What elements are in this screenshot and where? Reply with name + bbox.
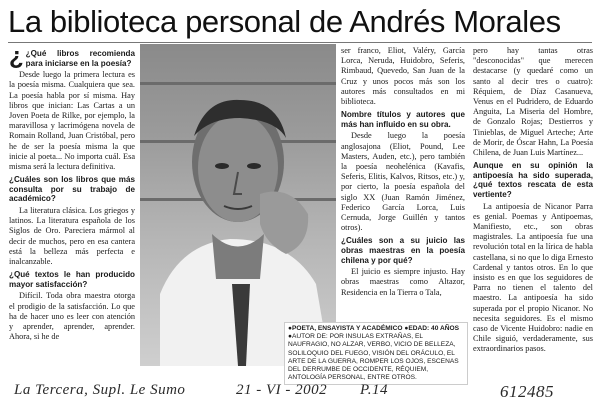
handwritten-source: La Tercera, Supl. Le Sumo — [14, 382, 186, 398]
question-4: Nombre títulos y autores que más han influido en su obra. — [341, 110, 465, 129]
answer-4: Desde luego la poesía anglosajona (Eliot, Pound, Lee Masters, Auden, etc.), pero también la poesía neohelénica (Kavafis, Seferis, Elitis, Kalvos, Ritsos, etc.) y, por cierto, la poesía española del siglo XX (Juan Ramón Jiménez, Federico García Lorca, Luis Cernuda, Jorge Guillén y tantos otros). — [341, 131, 465, 233]
column-1 — [9, 43, 135, 344]
column-4 — [473, 46, 593, 357]
handwritten-number: 612485 — [500, 382, 554, 401]
dropcap: ¿ — [9, 43, 24, 70]
question-6: Aunque en su opinión la antipoesía ha sido superada, ¿qué textos rescata de esta vertiente? — [473, 161, 593, 200]
question-5: ¿Cuáles son a su juicio las obras maestras en la poesía chilena y por qué? — [341, 236, 465, 265]
answer-1: Desde luego la primera lectura es la poesía misma. Cualquiera que sea. La poesía habla por sí misma. Hay libros que inician: Las Cartas a un Joven Poeta de Rilke, por ejemplo, la maravillosa y lacrimógena novela de Romain Rolland, Juan Cristóbal, pero he de ser la poesía misma la que inicie al poeta... No importa cuál. Esa misma será la lectura definitiva. — [9, 70, 135, 172]
column-3 — [341, 46, 465, 300]
answer-5-cont: pero hay tantas otras "desconocidas" que merecen destacarse (y quedaré como un santo al decir tres o cuatro): Réquiem, de Díaz Casanueva, Venus en el Pudridero, de Eduardo Anguita, La Miseria del Hombre, de Gonzalo Rojas; Destierros y Tinieblas, de Miguel Arteche; Arte de Morir, de Óscar Hahn, La Poesía Chilena, de Juan Luis Martínez... — [473, 46, 593, 158]
question-2: ¿Cuáles son los libros que más consulta por su trabajo de académico? — [9, 175, 135, 204]
caption-line-1: ●POETA, ENSAYISTA Y ACADÉMICO ●EDAD: 40 AÑOS — [288, 325, 460, 332]
question-3: ¿Qué textos le han producido mayor satisfacción? — [9, 270, 135, 289]
portrait-illustration — [140, 44, 336, 366]
question-1: ¿Qué libros recomienda para iniciarse en la poesía? — [25, 49, 135, 68]
answer-3: Difícil. Toda obra maestra otorga el prodigio de la satisfacción. Lo que ha de hacer uno es leer con atención y aprender, aprender, aprender. Ahora, si he de — [9, 291, 135, 342]
bio-caption — [284, 322, 468, 385]
handwritten-page: P.14 — [360, 382, 388, 398]
answer-3-cont: ser franco, Eliot, Valéry, García Lorca, Neruda, Huidobro, Seferis, Rimbaud, Quevedo, San Juan de la Cruz y unos pocos más son los autores más consultados en mi biblioteca. — [341, 46, 465, 107]
author-photo — [140, 44, 336, 366]
answer-2: La literatura clásica. Los griegos y latinos. La literatura española de los Siglos de Oro. Pareciera mármol al decir de muchos, pero en esa cantera está la belleza más perfecta e inalcanzable. — [9, 206, 135, 267]
caption-line-2: ●AUTOR DE: POR INSULAS EXTRAÑAS, EL NAUFRAGIO, NO ALZAR, VERBO, VICIO DE BELLEZA, SOLILOQUIO DEL FUEGO, VISIÓN DEL ORÁCULO, EL ARTE DE LA GUERRA, ROMPER LOS OJOS, ESCENAS DEL DERRUMBE DE OCCIDENTE, RÉQUIEM, ANTOLOGÍA PERSONAL, ENTRE OTROS. — [288, 333, 459, 382]
answer-6: La antipoesía de Nicanor Parra es genial. Poemas y Antipoemas, Manifiesto, etc., son obras magistrales. La antipoesía fue una revolución total en la lírica de habla castellana, si no que lo diga Ernesto Cardenal y tantos otros. En lo que insisto es en que los seguidores de Parra no tienen el talento del maestro. La antipoesía ha sido superada por el propio Nicanor. No necesita seguidores. Es el mismo caso de Vicente Huidobro: nadie en Chile siguió, verdaderamente, sus extraordinarios pasos. — [473, 201, 593, 354]
answer-5: El juicio es siempre injusto. Hay obras maestras como Altazor, Residencia en la Tierra o Tala, — [341, 267, 465, 297]
headline-rule — [8, 42, 592, 43]
handwritten-date: 21 - VI - 2002 — [236, 382, 328, 398]
headline: La biblioteca personal de Andrés Morales — [8, 4, 561, 39]
